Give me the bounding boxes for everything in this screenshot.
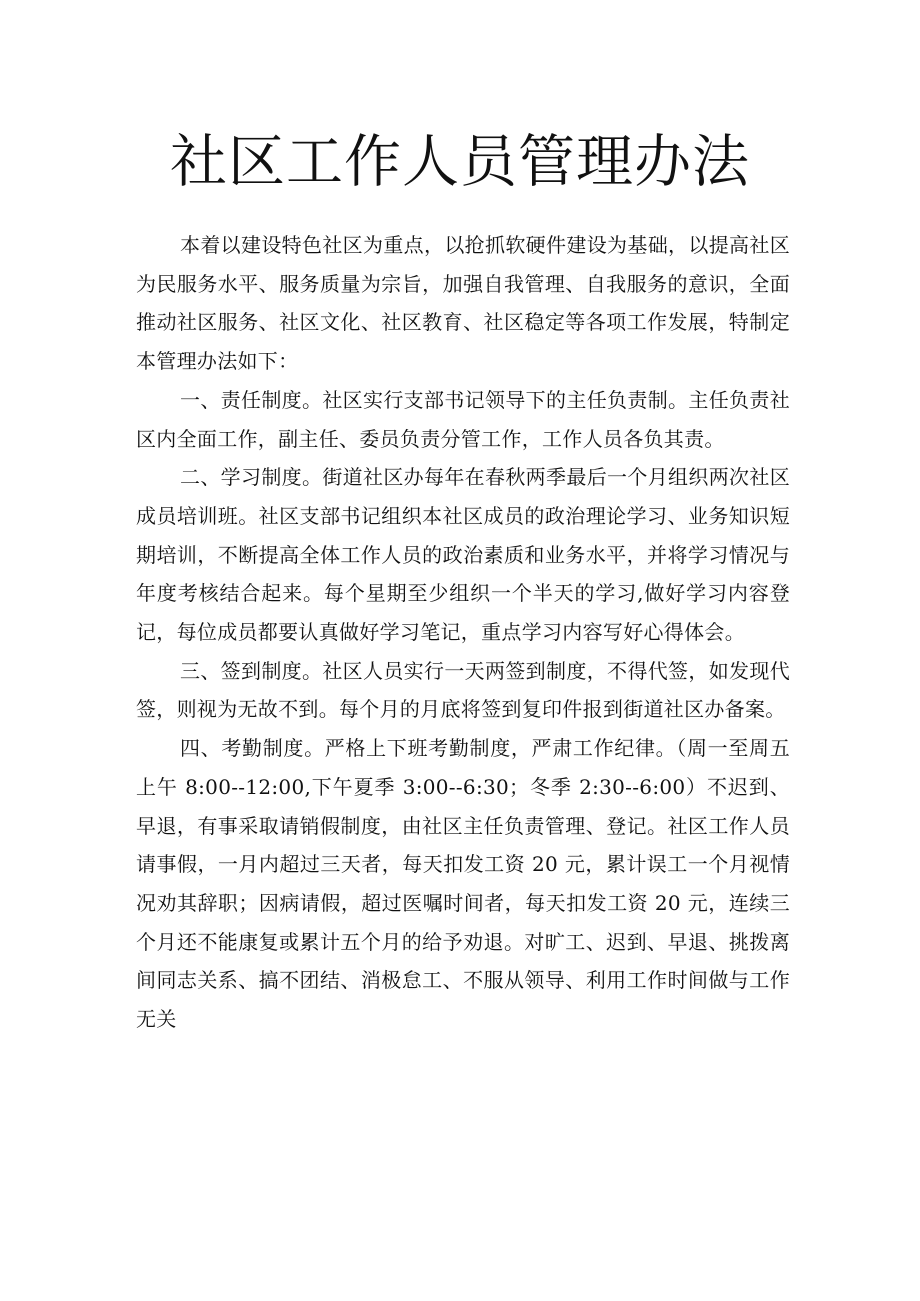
paragraph-responsibility: 一、责任制度。社区实行支部书记领导下的主任负责制。主任负责社区内全面工作，副主任、委员负责分管工作，工作人员各负其责。 <box>136 387 790 451</box>
paragraph-sign-in: 三、签到制度。社区人员实行一天两签到制度，不得代签，如发现代签，则视为无故不到。每个月的月底将签到复印件报到街道社区办备案。 <box>136 658 790 722</box>
paragraph-attendance: 四、考勤制度。严格上下班考勤制度，严肃工作纪律。（周一至周五上午 8:00--12:00,下午夏季 3:00--6:30；冬季 2:30--6:00）不迟到、早退，有事采取请销假制度，由社区主任负责管理、登记。社区工作人员请事假，一月内超过三天者，每天扣发工资 20 元，累计误工一个月视情况劝其辞职；因病请假，超过医嘱时间者，每天扣发工资 20 元，连续三个月还不能康复或累计五个月的给予劝退。对旷工、迟到、早退、挑拨离间同志关系、搞不团结、消极怠工、不服从领导、利用工作时间做与工作无关 <box>136 736 790 1032</box>
paragraph-intro: 本着以建设特色社区为重点，以抢抓软硬件建设为基础，以提高社区为民服务水平、服务质量为宗旨，加强自我管理、自我服务的意识，全面推动社区服务、社区文化、社区教育、社区稳定等各项工作发展，特制定本管理办法如下： <box>136 233 790 374</box>
document-body <box>136 226 790 1039</box>
document-title: 社区工作人员管理办法 <box>170 129 750 195</box>
paragraph-study: 二、学习制度。街道社区办每年在春秋两季最后一个月组织两次社区成员培训班。社区支部书记组织本社区成员的政治理论学习、业务知识短期培训，不断提高全体工作人员的政治素质和业务水平，并将学习情况与年度考核结合起来。每个星期至少组织一个半天的学习,做好学习内容登记，每位成员都要认真做好学习笔记，重点学习内容写好心得体会。 <box>136 465 790 645</box>
